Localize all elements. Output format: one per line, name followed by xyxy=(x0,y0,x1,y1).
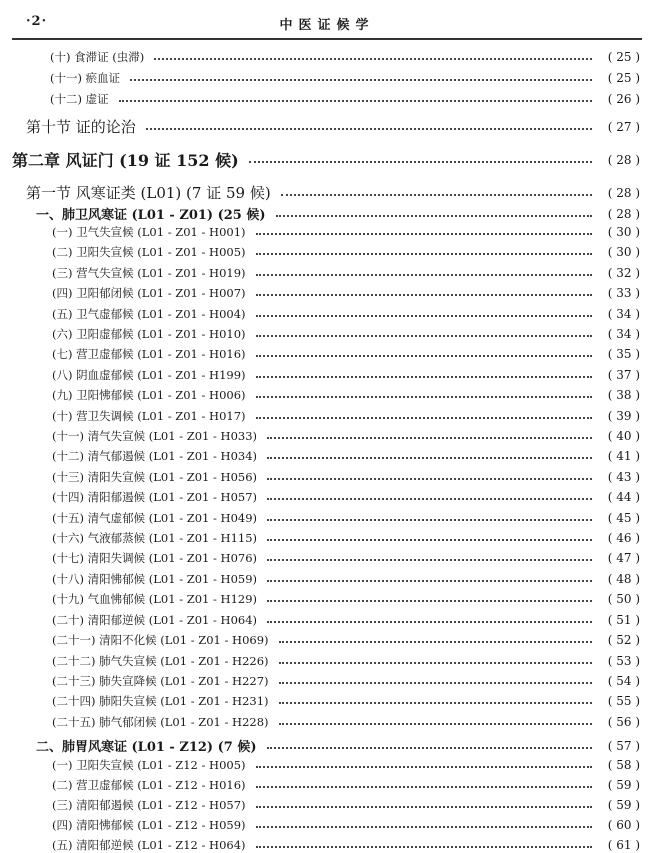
toc-entry-page: ( 54 ) xyxy=(607,674,640,688)
toc-entry-page: ( 32 ) xyxy=(607,266,640,280)
toc-entry-page: ( 45 ) xyxy=(607,511,640,525)
dot-leader xyxy=(279,682,592,684)
toc-entry-title: (一) 卫气失宣候 (L01 - Z01 - H001) xyxy=(52,225,246,239)
toc-entry-item[interactable] xyxy=(0,244,650,260)
dot-leader xyxy=(267,457,592,459)
dot-leader xyxy=(256,253,592,255)
dot-leader xyxy=(130,79,592,81)
dot-leader xyxy=(267,498,592,500)
toc-entry-page: ( 39 ) xyxy=(607,409,640,423)
toc-entry-item[interactable] xyxy=(0,757,650,773)
dot-leader xyxy=(267,539,592,541)
toc-entry-item[interactable] xyxy=(0,326,650,342)
toc-entry-title: 第十节 证的论治 xyxy=(26,118,136,136)
dot-leader xyxy=(119,100,592,102)
toc-entry-item[interactable] xyxy=(0,49,650,65)
toc-entry-section[interactable] xyxy=(0,182,650,203)
toc-entry-item[interactable] xyxy=(0,306,650,322)
toc-entry-page: ( 59 ) xyxy=(607,778,640,792)
toc-entry-title: (十六) 气液郁蒸候 (L01 - Z01 - H115) xyxy=(52,531,258,545)
dot-leader xyxy=(249,161,592,163)
toc-entry-title: (二) 营卫虚郁候 (L01 - Z12 - H016) xyxy=(52,778,246,792)
toc-entry-page: ( 27 ) xyxy=(607,119,640,134)
toc-entry-item[interactable] xyxy=(0,285,650,301)
toc-entry-title: (二十五) 肺气郁闭候 (L01 - Z01 - H228) xyxy=(52,715,269,729)
toc-entry-page: ( 57 ) xyxy=(607,738,640,753)
toc-entry-page: ( 53 ) xyxy=(607,654,640,668)
toc-entry-page: ( 33 ) xyxy=(607,286,640,300)
dot-leader xyxy=(256,335,592,337)
toc-entry-title: 二、肺胃风寒证 (L01 - Z12) (7 候) xyxy=(36,740,257,755)
toc-entry-page: ( 26 ) xyxy=(607,92,640,106)
toc-entry-item[interactable] xyxy=(0,571,650,587)
toc-entry-title: (十七) 清阳失调候 (L01 - Z01 - H076) xyxy=(52,551,258,565)
toc-entry-item[interactable] xyxy=(0,70,650,86)
toc-entry-item[interactable] xyxy=(0,448,650,464)
toc-entry-title: (三) 清阳郁遏候 (L01 - Z12 - H057) xyxy=(52,798,246,812)
toc-entry-page: ( 50 ) xyxy=(607,592,640,606)
page-header xyxy=(12,14,642,38)
toc-entry-page: ( 44 ) xyxy=(607,490,640,504)
toc-entry-chapter[interactable] xyxy=(0,148,650,171)
dot-leader xyxy=(146,128,592,130)
dot-leader xyxy=(267,600,592,602)
toc-entry-title: (十四) 清阳郁遏候 (L01 - Z01 - H057) xyxy=(52,490,258,504)
toc-entry-page: ( 38 ) xyxy=(607,388,640,402)
toc-entry-page: ( 25 ) xyxy=(607,71,640,85)
toc-entry-title: (十二) 虚证 xyxy=(50,92,109,106)
toc-entry-item[interactable] xyxy=(0,265,650,281)
toc-entry-page: ( 51 ) xyxy=(607,613,640,627)
toc-entry-page: ( 34 ) xyxy=(607,327,640,341)
dot-leader xyxy=(256,274,592,276)
dot-leader xyxy=(256,806,592,808)
toc-entry-item[interactable] xyxy=(0,224,650,240)
dot-leader xyxy=(256,376,592,378)
toc-entry-item[interactable] xyxy=(0,367,650,383)
toc-entry-item[interactable] xyxy=(0,346,650,362)
dot-leader xyxy=(256,766,592,768)
toc-entry-page: ( 28 ) xyxy=(607,206,640,221)
dot-leader xyxy=(267,519,592,521)
toc-entry-title: (五) 卫气虚郁候 (L01 - Z01 - H004) xyxy=(52,307,246,321)
toc-entry-title: (一) 卫阳失宣候 (L01 - Z12 - H005) xyxy=(52,758,246,772)
toc-entry-page: ( 52 ) xyxy=(607,633,640,647)
toc-entry-title: 一、肺卫风寒证 (L01 - Z01) (25 候) xyxy=(36,208,266,223)
toc-entry-page: ( 30 ) xyxy=(607,245,640,259)
dot-leader xyxy=(267,580,592,582)
toc-entry-item[interactable] xyxy=(0,591,650,607)
dot-leader xyxy=(256,233,592,235)
toc-entry-title: (二十) 清阳郁逆候 (L01 - Z01 - H064) xyxy=(52,613,258,627)
toc-entry-item[interactable] xyxy=(0,837,650,853)
toc-entry-item[interactable] xyxy=(0,714,650,730)
toc-entry-item[interactable] xyxy=(0,777,650,793)
toc-entry-title: (十九) 气血怫郁候 (L01 - Z01 - H129) xyxy=(52,592,258,606)
dot-leader xyxy=(279,641,592,643)
toc-entry-page: ( 40 ) xyxy=(607,429,640,443)
toc-entry-title: 第一节 风寒证类 (L01) (7 证 59 候) xyxy=(26,184,271,202)
toc-entry-title: (十一) 清气失宣候 (L01 - Z01 - H033) xyxy=(52,429,258,443)
toc-entry-title: (二十一) 清阳不化候 (L01 - Z01 - H069) xyxy=(52,633,269,647)
toc-entry-page: ( 30 ) xyxy=(607,225,640,239)
dot-leader xyxy=(276,215,592,217)
toc-entry-title: (十) 营卫失调候 (L01 - Z01 - H017) xyxy=(52,409,246,423)
dot-leader xyxy=(267,437,592,439)
toc-entry-title: (十五) 清气虚郁候 (L01 - Z01 - H049) xyxy=(52,511,258,525)
toc-entry-item[interactable] xyxy=(0,387,650,403)
toc-entry-title: (十) 食滞证 (虫滞) xyxy=(50,50,145,64)
toc-entry-page: ( 55 ) xyxy=(607,694,640,708)
toc-entry-item[interactable] xyxy=(0,530,650,546)
toc-entry-title: (十八) 清阳怫郁候 (L01 - Z01 - H059) xyxy=(52,572,258,586)
toc-entry-page: ( 34 ) xyxy=(607,307,640,321)
toc-entry-page: ( 47 ) xyxy=(607,551,640,565)
toc-entry-page: ( 58 ) xyxy=(607,758,640,772)
dot-leader xyxy=(279,723,592,725)
toc-entry-title: (三) 营气失宣候 (L01 - Z01 - H019) xyxy=(52,266,246,280)
dot-leader xyxy=(281,194,592,196)
dot-leader xyxy=(256,396,592,398)
dot-leader xyxy=(279,662,592,664)
toc-entry-title: (十二) 清气郁遏候 (L01 - Z01 - H034) xyxy=(52,449,258,463)
toc-entry-page: ( 37 ) xyxy=(607,368,640,382)
toc-entry-sub[interactable] xyxy=(0,736,650,755)
toc-entry-item[interactable] xyxy=(0,91,650,107)
toc-entry-page: ( 25 ) xyxy=(607,50,640,64)
toc-entry-item[interactable] xyxy=(0,510,650,526)
toc-entry-item[interactable] xyxy=(0,673,650,689)
toc-entry-item[interactable] xyxy=(0,817,650,833)
toc-entry-item[interactable] xyxy=(0,489,650,505)
dot-leader xyxy=(267,747,593,749)
dot-leader xyxy=(256,355,592,357)
dot-leader xyxy=(256,315,592,317)
toc-entry-page: ( 43 ) xyxy=(607,470,640,484)
toc-entry-title: (五) 清阳郁逆候 (L01 - Z12 - H064) xyxy=(52,838,246,852)
page-number: ·2· xyxy=(26,14,48,29)
header-rule xyxy=(12,38,642,40)
dot-leader xyxy=(256,846,592,848)
toc-entry-title: (六) 卫阳虚郁候 (L01 - Z01 - H010) xyxy=(52,327,246,341)
toc-entry-title: (九) 卫阳怫郁候 (L01 - Z01 - H006) xyxy=(52,388,246,402)
toc-entry-page: ( 56 ) xyxy=(607,715,640,729)
toc-entry-item[interactable] xyxy=(0,408,650,424)
toc-entry-page: ( 41 ) xyxy=(607,449,640,463)
toc-entry-item[interactable] xyxy=(0,612,650,628)
dot-leader xyxy=(256,786,592,788)
toc-entry-title: (二) 卫阳失宣候 (L01 - Z01 - H005) xyxy=(52,245,246,259)
toc-entry-title: (七) 营卫虚郁候 (L01 - Z01 - H016) xyxy=(52,347,246,361)
toc-entry-page: ( 28 ) xyxy=(607,185,640,200)
running-title: 中医证候学 xyxy=(279,18,375,33)
toc-entry-page: ( 35 ) xyxy=(607,347,640,361)
toc-entry-item[interactable] xyxy=(0,632,650,648)
dot-leader xyxy=(256,294,592,296)
dot-leader xyxy=(267,478,592,480)
toc-entry-item[interactable] xyxy=(0,428,650,444)
toc-entry-page: ( 59 ) xyxy=(607,798,640,812)
toc-entry-item[interactable] xyxy=(0,550,650,566)
dot-leader xyxy=(279,702,592,704)
toc-entry-title: (八) 阴血虚郁候 (L01 - Z01 - H199) xyxy=(52,368,246,382)
toc-entry-title: (四) 清阳怫郁候 (L01 - Z12 - H059) xyxy=(52,818,246,832)
toc-entry-page: ( 61 ) xyxy=(607,838,640,852)
toc-entry-item[interactable] xyxy=(0,469,650,485)
toc-entry-page: ( 48 ) xyxy=(607,572,640,586)
dot-leader xyxy=(256,826,592,828)
toc-entry-title: (十一) 瘀血证 xyxy=(50,71,121,85)
dot-leader xyxy=(267,559,592,561)
toc-entry-sub[interactable] xyxy=(0,204,650,223)
toc-entry-section[interactable] xyxy=(0,116,650,137)
toc-entry-title: 第二章 风证门 (19 证 152 候) xyxy=(12,151,239,170)
toc-entry-title: (二十四) 肺阳失宣候 (L01 - Z01 - H231) xyxy=(52,694,269,708)
toc-entry-item[interactable] xyxy=(0,797,650,813)
dot-leader xyxy=(267,621,592,623)
toc-entry-title: (四) 卫阳郁闭候 (L01 - Z01 - H007) xyxy=(52,286,246,300)
toc-entry-page: ( 60 ) xyxy=(607,818,640,832)
dot-leader xyxy=(256,417,592,419)
toc-entry-page: ( 46 ) xyxy=(607,531,640,545)
toc-entry-title: (二十三) 肺失宣降候 (L01 - Z01 - H227) xyxy=(52,674,269,688)
toc-entry-item[interactable] xyxy=(0,653,650,669)
toc-entry-title: (二十二) 肺气失宣候 (L01 - Z01 - H226) xyxy=(52,654,269,668)
toc-entry-item[interactable] xyxy=(0,693,650,709)
toc-entry-page: ( 28 ) xyxy=(607,152,640,167)
toc-entry-title: (十三) 清阳失宣候 (L01 - Z01 - H056) xyxy=(52,470,258,484)
dot-leader xyxy=(154,58,592,60)
